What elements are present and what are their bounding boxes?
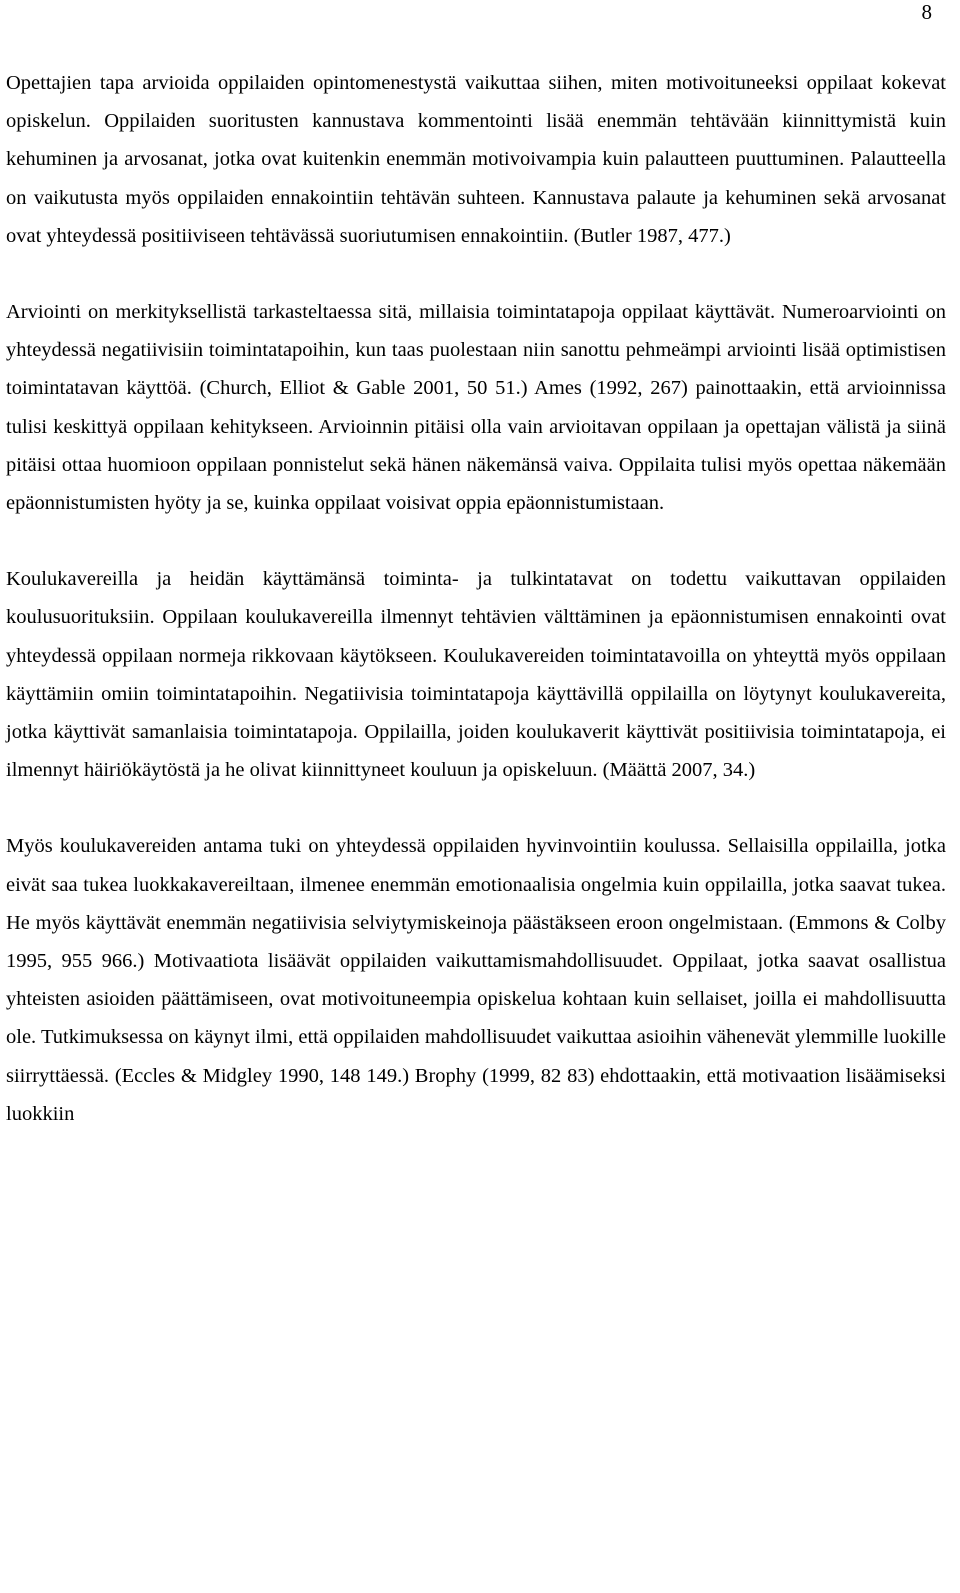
document-body [6,64,946,1133]
paragraph-assessment-feedback: Opettajien tapa arvioida oppilaiden opintomenestystä vaikuttaa siihen, miten motivoituneeksi oppilaat kokevat opiskelun. Oppilaiden suoritusten kannustava kommentointi lisää enemmän tehtävään kiinnittymistä kuin kehuminen ja arvosanat, jotka ovat kuitenkin enemmän motivoivampia kuin palautteen puuttuminen. Palautteella on vaikutusta myös oppilaiden ennakointiin tehtävän suhteen. Kannustava palaute ja kehuminen sekä arvosanat ovat yhteydessä positiiviseen tehtävässä suoriutumisen ennakointiin. (Butler 1987, 477.) [6,72,946,247]
paragraph-peer-influence: Koulukavereilla ja heidän käyttämänsä toiminta- ja tulkintatavat on todettu vaikuttavan oppilaiden koulusuorituksiin. Oppilaan koulukavereilla ilmennyt tehtävien välttäminen ja epäonnistumisen ennakointi ovat yhteydessä oppilaan normeja rikkovaan käytökseen. Koulukavereiden toimintatavoilla on yhteyttä myös oppilaan käyttämiin omiin toimintatapoihin. Negatiivisia toimintatapoja käyttävillä oppilailla on löytynyt koulukavereita, jotka käyttivät samanlaisia toimintatapoja. Oppilailla, joiden koulukaverit käyttivät positiivisia toimintatapoja, ei ilmennyt häiriökäytöstä ja he olivat kiinnittyneet kouluun ja opiskeluun. (Määttä 2007, 34.) [6,568,946,782]
paragraph-peer-support: Myös koulukavereiden antama tuki on yhteydessä oppilaiden hyvinvointiin koulussa. Sellaisilla oppilailla, jotka eivät saa tukea luokkakavereiltaan, ilmenee enemmän emotionaalisia ongelmia kuin oppilailla, jotka saavat tukea. He myös käyttävät enemmän negatiivisia selviytymiskeinoja päästäkseen eroon ongelmistaan. (Emmons & Colby 1995, 955 966.) Motivaatiota lisäävät oppilaiden vaikuttamismahdollisuudet. Oppilaat, jotka saavat osallistua yhteisten asioiden päättämiseen, ovat motivoituneempia opiskelua kohtaan kuin sellaiset, joilla ei mahdollisuutta ole. Tutkimuksessa on käynyt ilmi, että oppilaiden mahdollisuudet vaikuttaa asioihin vähenevät ylemmille luokille siirryttäessä. (Eccles & Midgley 1990, 148 149.) Brophy (1999, 82 83) ehdottaakin, että motivaation lisäämiseksi luokkiin [6,835,946,1125]
page-number: 8 [921,0,932,24]
paragraph-assessment-strategies: Arviointi on merkityksellistä tarkasteltaessa sitä, millaisia toimintatapoja oppilaat käyttävät. Numeroarviointi on yhteydessä negatiivisiin toimintatapoihin, kun taas puolestaan niin sanottu pehmeämpi arviointi lisää optimistisen toimintatavan käyttöä. (Church, Elliot & Gable 2001, 50 51.) Ames (1992, 267) painottaakin, että arvioinnissa tulisi keskittyä oppilaan kehitykseen. Arvioinnin pitäisi olla vain arvioitavan oppilaan ja opettajan välistä ja siinä pitäisi ottaa huomioon oppilaan ponnistelut sekä hänen näkemänsä vaiva. Oppilaita tulisi myös opettaa näkemään epäonnistumisten hyöty ja se, kuinka oppilaat voisivat oppia epäonnistumistaan. [6,301,946,515]
